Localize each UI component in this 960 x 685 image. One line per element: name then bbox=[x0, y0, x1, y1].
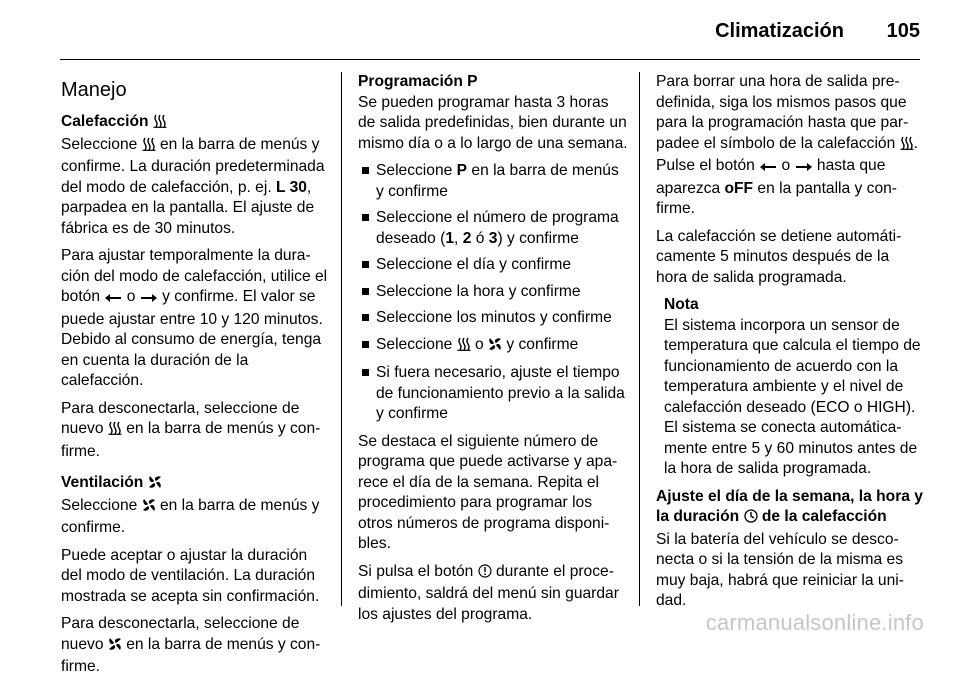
ventilation-paragraph-2: Puede aceptar o ajustar la duración del modo de ventilación. La duración mostrada se acepta sin confirmación. bbox=[61, 546, 320, 605]
heat-waves-icon bbox=[900, 136, 914, 157]
ventilation-paragraph-1: Seleccione en la barra de menús y confirme. bbox=[61, 496, 320, 536]
list-item: Seleccione el número de programa deseado (1, 2 ó 3) y confirme bbox=[358, 208, 628, 249]
arrow-left-button-icon bbox=[759, 158, 777, 179]
programming-paragraph-1: Se destaca el siguiente número de programa que puede activarse y aparece el día de la semana. Repita el procedimiento para programar los otros números de programa disponibles. bbox=[358, 432, 618, 552]
arrow-right-button-icon bbox=[795, 158, 813, 179]
ventilation-paragraph-3: Para desconectarla, seleccione de nuevo en la barra de menús y confirme. bbox=[61, 615, 321, 675]
heat-waves-icon bbox=[142, 137, 156, 158]
section-heading: Manejo bbox=[61, 79, 127, 101]
note-text: El sistema incorpora un sensor de temperatura que calcula el tiempo de funcionamiento de acuerdo con la temperatura ambiente y el nivel de calefacción deseado (ECO o HIGH). El sistema se conecta automáticamente entre 5 y 60 minutos antes de la hora de salida programada. bbox=[664, 316, 921, 477]
clock-icon bbox=[744, 509, 758, 530]
header-divider bbox=[60, 59, 920, 60]
battery-paragraph: Si la batería del vehículo se desconecta o si la tensión de la misma es muy baja, habrá que reiniciar la unidad. bbox=[656, 530, 904, 609]
page-header bbox=[0, 0, 960, 60]
delete-paragraph: Para borrar una hora de salida predefinida, siga los mismos pasos que para la programación hasta que parpadee el símbolo de la calefacción . Pulse el botón o hasta que aparezca oFF en la pantalla y confirme. bbox=[656, 73, 918, 217]
list-item: Seleccione los minutos y confirme bbox=[358, 308, 628, 329]
note-title: Nota bbox=[664, 296, 699, 313]
page-title: Climatización bbox=[715, 20, 844, 42]
heating-paragraph-1: Seleccione en la barra de menús y confirme. La duración predeterminada del modo de calefacción, p. ej. L 30, parpadea en la pantalla. El ajuste de fábrica es de 30 minutos. bbox=[61, 135, 325, 237]
column-divider-1 bbox=[341, 72, 342, 606]
heating-heading: Calefacción bbox=[61, 112, 329, 135]
column-1 bbox=[61, 78, 329, 685]
programming-heading: Programación P bbox=[358, 73, 478, 90]
heating-paragraph-3: Para desconectarla, seleccione de nuevo en la barra de menús y confirme. bbox=[61, 399, 321, 460]
programming-intro: Se pueden programar hasta 3 horas de salida predefinidas, bien durante un mismo día o a lo largo de una semana. bbox=[358, 93, 628, 152]
column-3 bbox=[656, 72, 924, 619]
heat-waves-icon bbox=[153, 114, 167, 135]
programming-steps bbox=[358, 161, 628, 425]
list-item: Si fuera necesario, ajuste el tiempo de funcionamiento previo a la salida y confirme bbox=[358, 363, 628, 425]
fan-icon bbox=[108, 637, 122, 658]
heat-waves-icon bbox=[108, 421, 122, 442]
column-2 bbox=[358, 72, 628, 632]
fan-icon bbox=[148, 475, 162, 496]
column-divider-2 bbox=[639, 72, 640, 606]
arrow-left-button-icon bbox=[104, 289, 122, 310]
back-button-icon bbox=[478, 564, 492, 585]
list-item: Seleccione el día y confirme bbox=[358, 255, 628, 276]
page-number: 105 bbox=[886, 20, 920, 42]
fan-icon bbox=[488, 337, 502, 358]
programming-paragraph-2: Si pulsa el botón durante el procedimiento, saldrá del menú sin guardar los ajustes del programa. bbox=[358, 562, 619, 623]
list-item: Seleccione P en la barra de menús y confirme bbox=[358, 161, 628, 202]
note-block bbox=[664, 295, 924, 480]
heat-waves-icon bbox=[457, 337, 471, 358]
list-item: Seleccione la hora y confirme bbox=[358, 282, 628, 303]
auto-stop-paragraph: La calefacción se detiene automáticamente 5 minutos después de la hora de salida programada. bbox=[656, 227, 902, 286]
ventilation-heading: Ventilación bbox=[61, 473, 329, 496]
arrow-right-button-icon bbox=[140, 289, 158, 310]
watermark: carmanualsonline.info bbox=[705, 610, 924, 635]
clock-heading: Ajuste el día de la semana, la hora y la duración de la calefacción bbox=[656, 487, 924, 530]
list-item: Seleccione o y confirme bbox=[358, 335, 628, 358]
heating-paragraph-2: Para ajustar temporalmente la duración del modo de calefacción, utilice el botón o y confirme. El valor se puede ajustar entre 10 y 120 minutos. Debido al consumo de energía, tenga en cuenta la duración de la calefacción. bbox=[61, 247, 328, 389]
fan-icon bbox=[142, 498, 156, 519]
